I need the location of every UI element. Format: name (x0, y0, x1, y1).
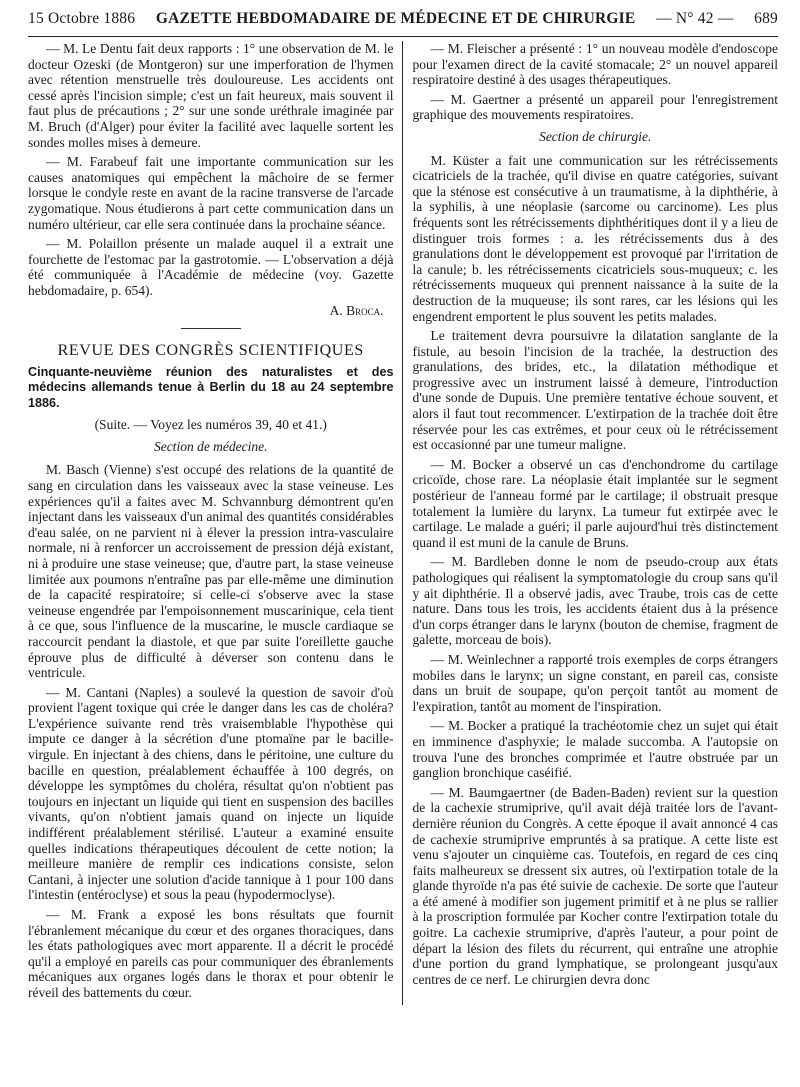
running-header (28, 10, 778, 37)
subsection-heading: Section de chirurgie. (539, 128, 652, 144)
paragraph: M. Küster a fait une communication sur les rétrécissements cicatriciels de la trachée, qu'il divise en quatre catégories, suivant que la sténose est consécutive à un traumatisme, à la diphthérie, à la syphilis, à une néoplasie (sarcome ou carcinome). Les plus fréquents sont les rétrécissements diphthéritiques dont il y a lieu de distinguer trois formes : a. les rétrécissements dus à des granulations dont le développement est provoqué par l'irritation de la canule; b. les rétrécissements cicatriciels sous-muqueux; c. les rétrécissements muqueux qui prennent naissance à la suite de la destruction de la muqueuse; ils sont rares, car les lésions qui les engendrent emportent le plus souvent les petits malades. (412, 152, 778, 324)
right-column (402, 41, 779, 1005)
paragraph: — M. Weinlechner a rapporté trois exemples de corps étrangers mobiles dans le larynx; un signe constant, en pareil cas, consiste dans un bruit de soupape, qu'on perçoit tantôt au moment de l'expiration, tantôt au moment de l'inspiration. (412, 651, 778, 714)
header-issue-number: — N° 42 — (656, 10, 734, 27)
paragraph: — M. Bocker a pratiqué la trachéotomie chez un sujet qui était en imminence d'asphyxie; le malade succomba. A l'autopsie on trouva l'une des bronches comprimée et l'autre obstruée par un ganglion bronchique caséifié. (412, 718, 778, 781)
two-column-body (28, 41, 778, 1005)
subsection-heading: Section de médecine. (153, 438, 268, 454)
paragraph: — M. Polaillon présente un malade auquel il a extrait une fourchette de l'estomac par la gastrotomie. — L'observation a déjà été communiquée à l'Académie de médecine (voy. Gazette hebdomadaire, p. 654). (28, 236, 394, 298)
congress-subtitle: Cinquante-neuvième réunion des naturalistes et des médecins allemands tenue à Berlin du 18 au 24 septembre 1886. (28, 364, 394, 410)
header-date: 15 Octobre 1886 (28, 10, 136, 27)
continuation-note: (Suite. — Voyez les numéros 39, 40 et 41.) (94, 417, 327, 433)
section-heading: REVUE DES CONGRÈS SCIENTIFIQUES (57, 342, 364, 360)
paragraph: Le traitement devra poursuivre la dilatation sanglante de la fistule, au besoin l'incision de la trachée, la destruction des granulations, des brides, etc., la dilatation méthodique et progressive avec un instrument laissé à demeure, l'introduction d'une sonde de Dupuis. Une première tentative échoue souvent, et alors il faut tout recommencer. L'extirpation de la trachée doit être réservée pour les cas extrêmes, et pour ceux où le rétrécissement est occasionné par une tumeur maligne. (412, 328, 778, 453)
paragraph: — M. Bardleben donne le nom de pseudo-croup aux états pathologiques qui réalisent la symptomatologie du croup sans qu'il y ait diphthérie. Il a observé jadis, avec Traube, trois cas de cette nature. Dans tous les trois, les accidents étaient dus à la présence d'un corps étranger dans le larynx (bouton de chemise, fragment de galette, morceau de bois). (412, 554, 778, 648)
paragraph: M. Basch (Vienne) s'est occupé des relations de la quantité de sang en circulation dans les vaisseaux avec la stase veineuse. Les expériences qu'il a faites avec M. Schvannburg démontrent qu'en injectant dans les vaisseaux d'un animal des quantités considérables d'eau salée, on ne parvient ni à élever la pression intra-vasculaire normale, ni à renforcer un accroissement de pression déjà existant, ni à produire une stase veineuse; que, d'autre part, la stase veineuse limitée aux poumons n'entraîne pas par elle-même une diminution de la capacité respiratoire; si celle-ci s'observe avec la stase veineuse engendrée par l'empoisonnement muscarinique, cela tient à ce que, sous l'influence de la muscarine, le muscle cardiaque se raccourcit pendant la diastole, et que par suite l'oreillette gauche éprouve plus de difficulté à déverser son contenu dans le ventricule. (28, 462, 394, 681)
paragraph: — M. Gaertner a présenté un appareil pour l'enregistrement graphique des mouvements respiratoires. (412, 91, 778, 123)
header-page-number: 689 (754, 10, 778, 27)
divider (181, 328, 241, 329)
paragraph: — M. Baumgaertner (de Baden-Baden) revient sur la question de la cachexie strumiprive, qu'il avait déjà traitée lors de l'avant-dernière réunion du Congrès. A cette époque il avait annoncé 4 cas de cachexie strumiprive empruntés à sa pratique. A cette liste est venu s'ajouter un cinquième cas. Toutefois, en regard de ces cinq faits malheureux se dressent six autres, où l'extirpation totale de la glande thyroïde n'a pas été suivie de cachexie. De sorte que l'auteur a été amené à modifier son jugement primitif et à ne plus se rallier à la proscription formulée par Kocher contre l'extirpation totale du goitre. La cachexie strumiprive, d'après l'auteur, a pour point de départ la lésion des filets du récurrent, qui entraîne une atrophie d'une portion du grand lymphatique, se prolongeant jusqu'aux centres de ce nerf. Le chirurgien devra donc (412, 784, 778, 987)
paragraph: — M. Fleischer a présenté : 1° un nouveau modèle d'endoscope pour l'examen direct de la cavité stomacale; 2° un nouvel appareil respiratoire destiné à des usages thérapeutiques. (412, 41, 778, 88)
signature: A. Broca. (329, 302, 384, 318)
paragraph: — M. Le Dentu fait deux rapports : 1° une observation de M. le docteur Ozeski (de Montgeron) sur une imperforation de l'hymen avec rétention menstruelle très douloureuse. Les accidents ont cessé après l'incision simple; c'est un fait heureux, mais souvent il faut plus de précautions ; 2° sur une sonde uréthrale imaginée par M. Bruch (d'Alger) pour éviter la facilité avec laquelle sortent les sondes molles mises à demeure. (28, 41, 394, 150)
paragraph: — M. Farabeuf fait une importante communication sur les causes anatomiques qui empêchent la mâchoire de se fermer lorsque le condyle reste en avant de la racine transverse de l'arcade zygomatique. Nous étudierons à part cette communication dans un numéro ultérieur, car elle sera continuée dans la prochaine séance. (28, 154, 394, 232)
paragraph: — M. Frank a exposé les bons résultats que fournit l'ébranlement mécanique du cœur et des organes thoraciques, dans les états pathologiques avec mort apparente. Il a décrit le procédé qu'il a employé en pareils cas pour communiquer des ébranlements mécaniques aux organes logés dans le thorax et pour obtenir le réveil des battements du cœur. (28, 907, 394, 1000)
header-title: GAZETTE HEBDOMADAIRE DE MÉDECINE ET DE CHIRURGIE (155, 10, 636, 27)
left-column (28, 41, 402, 1005)
paragraph: — M. Bocker a observé un cas d'enchondrome du cartilage cricoïde, chose rare. La néoplasie était implantée sur le segment postérieur de l'anneau formé par le cartilage; il obstruait presque totalement la lumière du larynx. La tumeur fut extirpée avec le cartilage. Le malade a guéri; il parle aujourd'hui très distinctement quand il est muni de la canule de Bruns. (412, 456, 778, 550)
paragraph: — M. Cantani (Naples) a soulevé la question de savoir d'où provient l'agent toxique qui crée le danger dans les cas de choléra? L'expérience suivante rend très vraisemblable l'hypothèse qui impute ce danger à la sécrétion d'une ptomaïne par le bacille-virgule. En injectant à des chiens, dans le péritoine, une culture du bacille en question, préalablement échauffée à 100 degrés, on développe les symptômes du choléra, résultat qu'on n'obtient pas toujours en injectant un liquide qui tient en suspension des bacilles vivants, qu'on n'obtient jamais quand on injecte un liquide indifférent préalablement stérilisé. L'auteur a examiné ensuite quelles indications thérapeutiques découlent de cette notion; la meilleure manière de remplir ces indications consiste, selon Cantani, à injecter une solution d'acide tannique à 1 pour 100 dans l'intestin (entéroclyse) et sous la peau (hypodermoclyse). (28, 684, 394, 903)
